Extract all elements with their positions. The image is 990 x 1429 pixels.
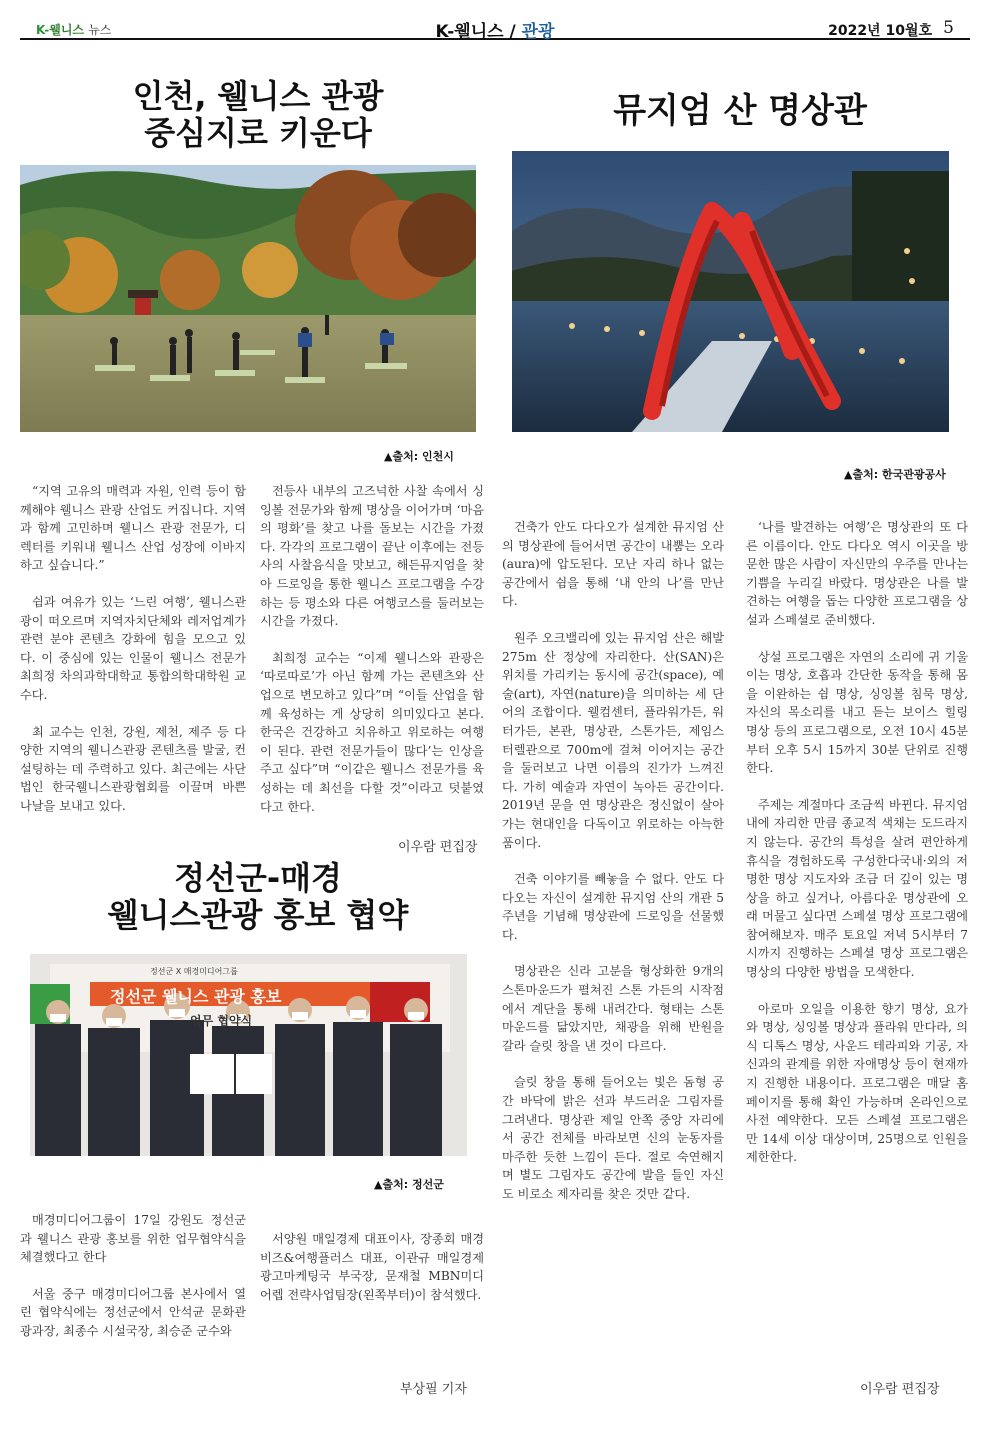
paragraph: 서울 중구 매경미디어그룹 본사에서 열린 협약식에는 정선군에서 안석균 문화관광과장, 최종수 시설국장, 최승준 군수와 — [20, 1286, 246, 1338]
article3-photo — [512, 151, 949, 432]
section-title: K-웰니스 / 관광 — [435, 22, 555, 42]
paragraph: 서양원 매일경제 대표이사, 장종회 매경비즈&여행플러스 대표, 이관규 매일경제 광고마케팅국 부국장, 문재철 MBN미디어렙 전략사업팀장(왼쪽부터)이 참석했다. — [260, 1232, 484, 1302]
article3-byline: 이우람 편집장 — [860, 1382, 940, 1397]
article2-photo-caption: ▲출처: 정선군 — [374, 1178, 444, 1191]
paragraph: 매경미디어그룹이 17일 강원도 정선군과 웰니스 관광 홍보를 위한 업무협약식을 체결했다고 한다 — [20, 1213, 246, 1265]
paragraph: 쉼과 여유가 있는 ‘느린 여행’, 웰니스관광이 떠오르며 지역자치단체와 레저업계가 관련 분야 콘텐츠 강화에 힘을 모으고 있다. 이 중심에 있는 인물이 웰니스 전문가 최희정 차의과학대학교 통합의학대학원 교수다. — [20, 594, 246, 702]
banner-line1: 정선군 X 매경미디어그룹 — [150, 967, 238, 976]
masthead-logo[interactable]: K-웰니스 뉴스 — [36, 23, 112, 37]
article1-column-2 — [260, 482, 484, 834]
paragraph: 건축가 안도 다다오가 설계한 뮤지엄 산의 명상관에 들어서면 공간이 내뿜는 오라(aura)에 압도된다. 모난 자리 하나 없는 공간에서 쉼을 통해 ‘내 안의 나’를 만난다. — [502, 520, 724, 609]
page-number: 5 — [943, 18, 954, 38]
article1-column-1 — [20, 482, 246, 834]
museum-san-sculpture-image — [512, 151, 949, 432]
issue-date: 2022년 10월호 — [828, 23, 932, 39]
paragraph: ‘나를 발견하는 여행’은 명상관의 또 다른 이름이다. 안도 다다오 역시 이곳을 방문한 많은 사람이 자신만의 우주를 만나는 기쁨을 누리길 바랐다. 명상관은 나를 발견하는 여행을 돕는 다양한 프로그램을 상설과 스페셜로 준비했다. — [746, 520, 968, 627]
article2-byline: 부상필 기자 — [400, 1382, 467, 1397]
paragraph: “지역 고유의 매력과 자원, 인력 등이 함께해야 웰니스 관광 산업도 커집니다. 지역과 함께 고민하며 웰니스 관광 전문가, 디렉터를 키워내 웰니스 산업 성장에 이바지하고 싶습니다.” — [20, 484, 246, 573]
article3-photo-caption: ▲출처: 한국관광공사 — [844, 468, 946, 481]
paragraph: 주제는 계절마다 조금씩 바뀐다. 뮤지엄 내에 자리한 만큼 종교적 색채는 도드라지지 않는다. 공간의 특성을 살려 편안하게 휴식을 경험하도록 구성한다국내·외의 저명한 명상 지도자와 조금 더 깊이 있는 명상을 하고 싶거나, 아름다운 명상관에 오래 머물고 싶다면 스페셜 명상 프로그램에 참여해보자. 매주 토요일 저녁 5시부터 7시까지 진행하는 스페셜 명상 프로그램은 명상의 다양한 방법을 모색한다. — [746, 797, 968, 980]
paragraph: 상설 프로그램은 자연의 소리에 귀 기울이는 명상, 호흡과 간단한 동작을 통해 몸을 이완하는 쉼 명상, 싱잉볼 침묵 명상, 자신의 목소리를 내고 듣는 보이스 힐링 명상 등의 프로그램으로, 오전 10시 45분부터 오후 5시 15까지 30분 단위로 진행한다. — [746, 649, 968, 776]
article1-photo — [20, 165, 476, 432]
yoga-scene-image — [20, 165, 476, 432]
article2-headline: 정선군-매경 웰니스관광 홍보 협약 — [107, 859, 409, 934]
article1-headline: 인천, 웰니스 관광 중심지로 키운다 — [132, 77, 384, 152]
article3-headline: 뮤지엄 산 명상관 — [613, 91, 867, 131]
paragraph: 건축 이야기를 빼놓을 수 없다. 안도 다다오는 자신이 설계한 뮤지엄 산의 개관 5주년을 기념해 명상관에 드로잉을 선물했다. — [502, 872, 724, 942]
paragraph: 아로마 오일을 이용한 향기 명상, 요가와 명상, 싱잉볼 명상과 플라워 만다라, 의식 디톡스 명상, 사운드 테라피와 기공, 자신과의 관계를 위한 자애명상 등이 현재까지 진행한 내용이다. 프로그램은 매달 홈페이지를 통해 확인 가능하며 온라인으로 사전 예약한다. 모든 스페셜 프로그램은 만 14세 이상 대상이며, 25명으로 인원을 제한한다. — [746, 1001, 968, 1165]
article2-photo — [30, 954, 467, 1156]
paragraph: 명상관은 신라 고분을 형상화한 9개의 스톤마운드가 펼쳐진 스톤 가든의 시작점에서 계단을 통해 내려간다. 형태는 스톤마운드를 닮았지만, 채광을 위해 반원을 갈라 슬릿 창을 낸 것이 다르다. — [502, 964, 724, 1053]
banner-line2: 정선군 웰니스 관광 홍보 — [110, 987, 282, 1006]
article2-column-1 — [20, 1211, 246, 1359]
page-header — [20, 18, 970, 40]
paragraph: 전등사 내부의 고즈넉한 사찰 속에서 싱잉볼 전문가와 함께 명상을 이어가며 ‘마음의 평화’를 찾고 나를 돌보는 시간을 가졌다. 각각의 프로그램이 끝난 이후에는 전등사의 사찰음식을 맛보고, 해든뮤지엄을 찾아 드로잉을 통한 웰니스 프로그램을 수강하는 등 평소와 다른 여행코스를 둘러보는 시간을 가졌다. — [260, 484, 484, 629]
paragraph: 최 교수는 인천, 강원, 제천, 제주 등 다양한 지역의 웰니스관광 콘텐츠를 발굴, 컨설팅하는 데 주력하고 있다. 최근에는 사단법인 한국웰니스관광협회를 이끌며 바쁜 나날을 보내고 있다. — [20, 724, 246, 813]
article3-column-1 — [502, 518, 724, 1222]
paragraph: 원주 오크밸리에 있는 뮤지엄 산은 해발 275m 산 정상에 자리한다. 산(SAN)은 위치를 가리키는 동시에 공간(space), 예술(art), 자연(nature)을 의미하는 세 단어의 조합이다. 웰컴센터, 플라워가든, 워터가든, 본관, 명상관, 스톤가든, 제임스 터렐관으로 700m에 걸쳐 이어지는 공간을 둘러보고 나면 이름의 진가가 느껴진다. 가히 예술과 자연이 녹아든 공간이다. 2019년 문을 연 명상관은 정신없이 살아가는 현대인을 다독이고 위로하는 아늑한 품이다. — [502, 630, 724, 850]
article1-byline: 이우람 편집장 — [398, 840, 478, 855]
paragraph: 슬릿 창을 통해 들어오는 빛은 돔형 공간 바닥에 밝은 선과 부드러운 그림자를 그려낸다. 명상관 제일 안쪽 중앙 자리에서 공간 전체를 바라보면 신의 눈동자를 마주한 듯한 느낌이 든다. 절로 숙연해지며 별도 그림자도 공간에 발을 들인 자신도 비로소 제자리를 찾은 것만 같다. — [502, 1075, 724, 1201]
banner-line3: 업무 협약식 — [190, 1014, 253, 1028]
article3-column-2 — [746, 518, 968, 1185]
article1-photo-caption: ▲출처: 인천시 — [384, 450, 454, 463]
paragraph: 최희정 교수는 “이제 웰니스와 관광은 ‘따로따로’가 아닌 함께 가는 콘텐츠와 산업으로 변모하고 있다”며 “이들 산업을 함께 육성하는 게 상당히 의미있다고 본다. 한국은 건강하고 치유하고 위로하는 여행이 된다. 관련 전문가들이 많다’는 인상을 주고 싶다”며 “이같은 웰니스 전문가를 육성하는 데 최선을 다할 것”이라고 덧붙였다고 한다. — [260, 650, 484, 814]
article2-column-2 — [260, 1230, 484, 1322]
